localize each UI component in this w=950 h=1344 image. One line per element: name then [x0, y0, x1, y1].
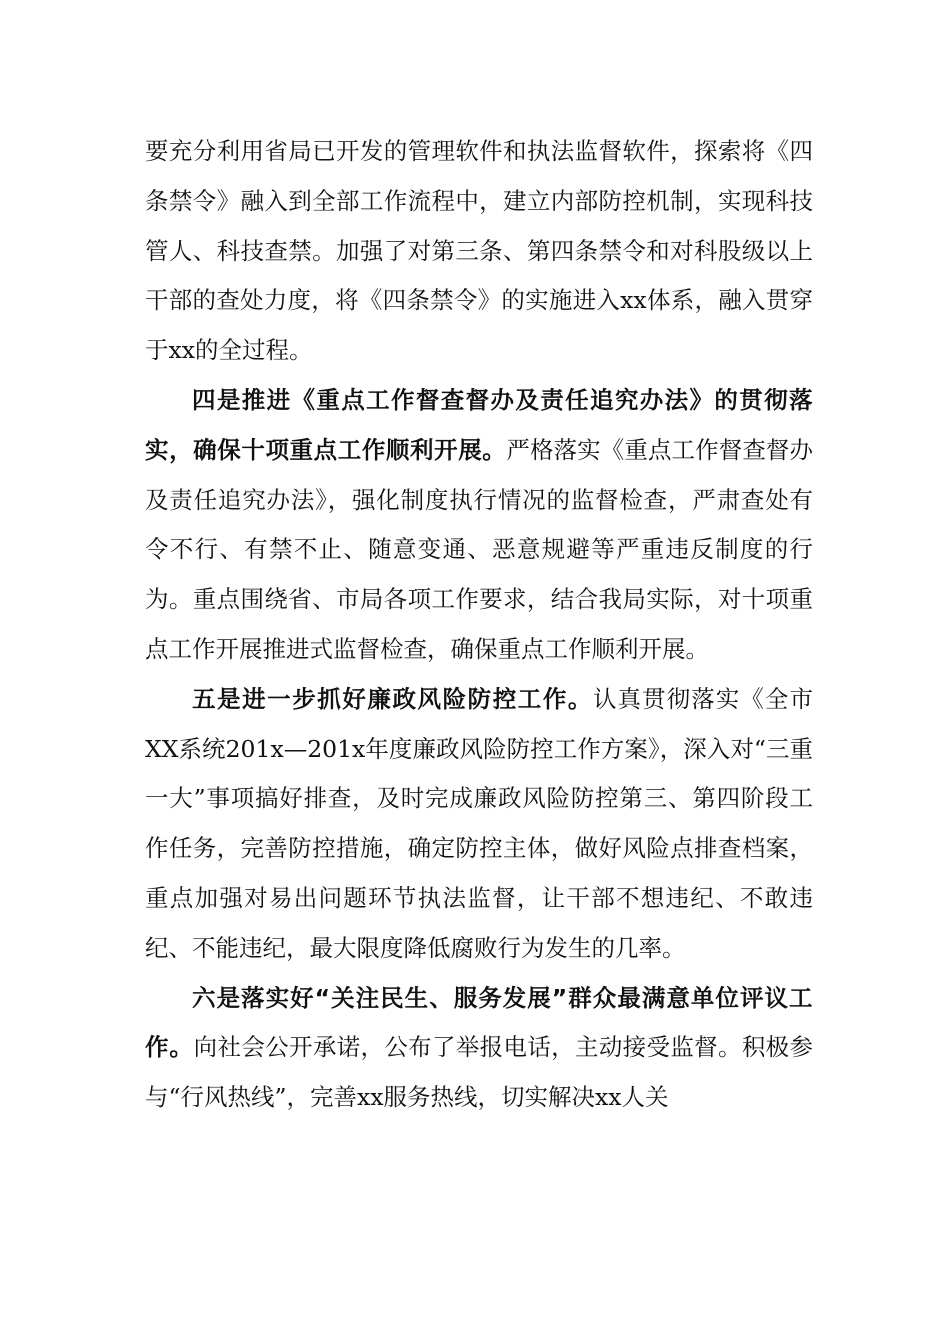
- paragraph-2: [145, 376, 813, 675]
- paragraph-2-text: 严格落实《重点工作督查督办及责任追究办法》，强化制度执行情况的监督检查，严肃查处有令不行、有禁不止、随意变通、恶意规避等严重违反制度的行为。重点围绕省、市局各项工作要求，结合我局实际，对十项重点工作开展推进式监督检查，确保重点工作顺利开展。: [145, 435, 814, 663]
- paragraph-3-lead: 五是进一步抓好廉政风险防控工作。: [192, 684, 593, 713]
- paragraph-4: [145, 974, 813, 1123]
- paragraph-1: [145, 127, 813, 376]
- paragraph-4-text: 向社会公开承诺，公布了举报电话，主动接受监督。积极参与“行风热线”，完善xx服务热线，切实解决xx人关: [145, 1033, 814, 1112]
- document-body: [145, 127, 813, 1123]
- paragraph-2-lead: 四是推进《重点工作督查督办及责任追究办法》的贯彻落实，确保十项重点工作顺利开展。: [145, 385, 813, 464]
- paragraph-1-text: 要充分利用省局已开发的管理软件和执法监督软件，探索将《四条禁令》融入到全部工作流程中，建立内部防控机制，实现科技管人、科技查禁。加强了对第三条、第四条禁令和对科股级以上干部的查处力度，将《四条禁令》的实施进入xx体系，融入贯穿于xx的全过程。: [145, 137, 813, 365]
- paragraph-3: [145, 675, 813, 974]
- paragraph-4-lead: 六是落实好“关注民生、服务发展”群众最满意单位评议工作。: [145, 983, 813, 1062]
- paragraph-3-text: 认真贯彻落实《全市XX系统201x—201x年度廉政风险防控工作方案》，深入对“三重一大”事项搞好排查，及时完成廉政风险防控第三、第四阶段工作任务，完善防控措施，确定防控主体，做好风险点排查档案，重点加强对易出问题环节执法监督，让干部不想违纪、不敢违纪、不能违纪，最大限度降低腐败行为发生的几率。: [145, 684, 813, 962]
